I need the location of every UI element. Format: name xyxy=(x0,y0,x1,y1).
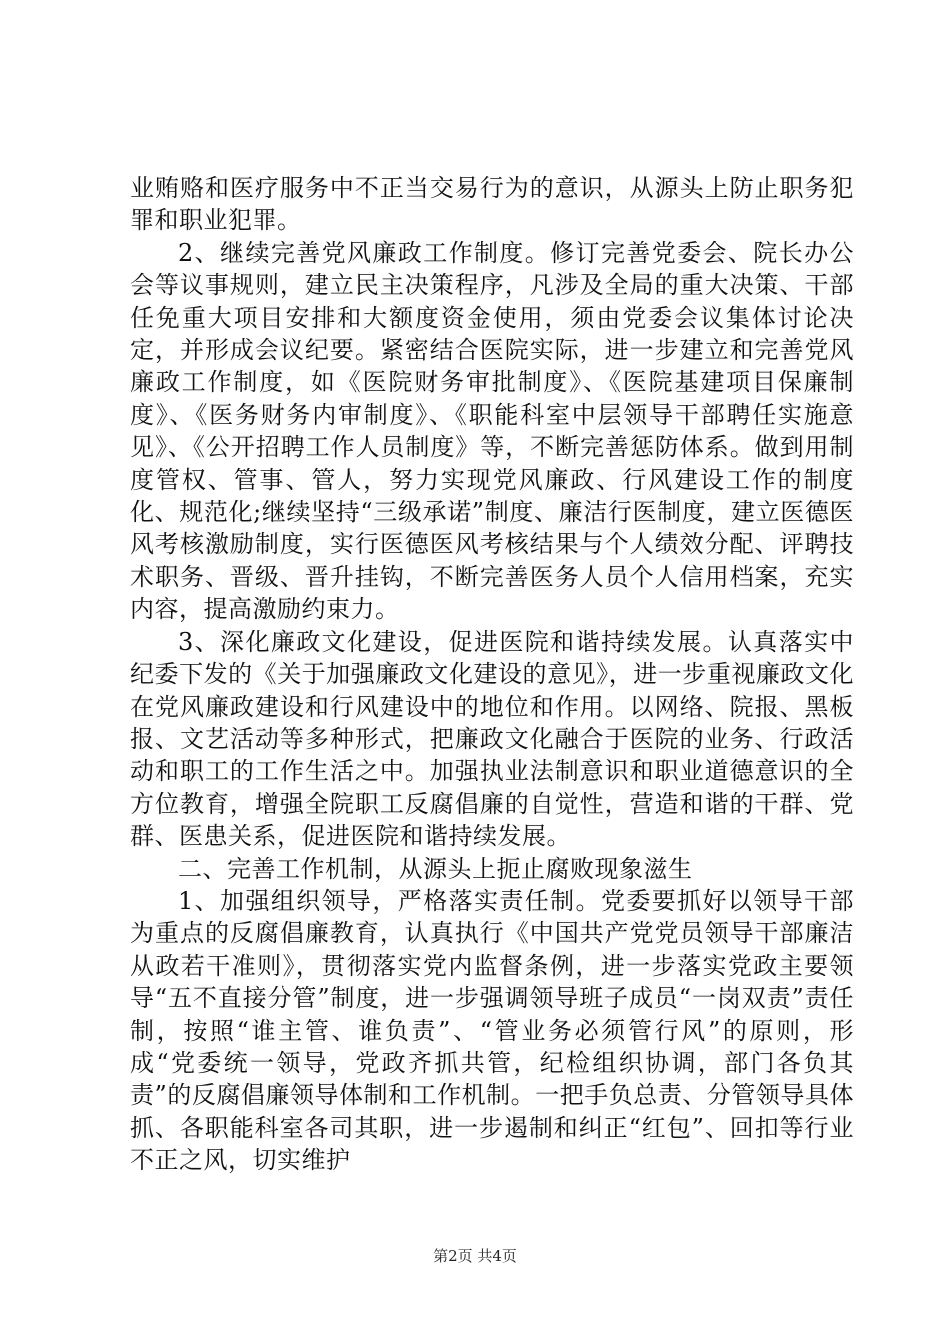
page-footer: 第2页 共4页 xyxy=(433,1247,517,1265)
paragraph-item-1: 1、加强组织领导，严格落实责任制。党委要抓好以领导干部为重点的反腐倡廉教育，认真执行《中国共产党党员领导干部廉洁从政若干准则》，贯彻落实党内监督条例，进一步落实党政主要领导“五不直接分管”制度，进一步强调领导班子成员“一岗双责”责任制，按照“谁主管、谁负责”、“管业务必须管行风”的原则，形成“党委统一领导，党政齐抓共管，纪检组织协调，部门各负其责”的反腐倡廉领导体制和工作机制。一把手负总责、分管领导具体抓、各职能科室各司其职，进一步遏制和纠正“红包”、回扣等行业不正之风，切实维护 xyxy=(130,886,854,1175)
paragraph-item-3: 3、深化廉政文化建设，促进医院和谐持续发展。认真落实中纪委下发的《关于加强廉政文化建设的意见》，进一步重视廉政文化在党风廉政建设和行风建设中的地位和作用。以网络、院报、黑板报、文艺活动等多种形式，把廉政文化融合于医院的业务、行政活动和职工的工作生活之中。加强执业法制意识和职业道德意识的全方位教育，增强全院职工反腐倡廉的自觉性，营造和谐的干群、党群、医患关系，促进医院和谐持续发展。 xyxy=(130,627,854,851)
paragraph-continuation: 业贿赂和医疗服务中不正当交易行为的意识，从源头上防止职务犯罪和职业犯罪。 xyxy=(130,174,854,235)
section-heading: 二、完善工作机制，从源头上扼止腐败现象滋生 xyxy=(178,854,693,883)
document-body xyxy=(130,172,854,1177)
paragraph-item-2: 2、继续完善党风廉政工作制度。修订完善党委会、院长办公会等议事规则，建立民主决策程序，凡涉及全局的重大决策、干部任免重大项目安排和大额度资金使用，须由党委会议集体讨论决定，并形成会议纪要。紧密结合医院实际，进一步建立和完善党风廉政工作制度，如《医院财务审批制度》、《医院基建项目保廉制度》、《医务财务内审制度》、《职能科室中层领导干部聘任实施意见》、《公开招聘工作人员制度》等，不断完善惩防体系。做到用制度管权、管事、管人，努力实现党风廉政、行风建设工作的制度化、规范化;继续坚持“三级承诺”制度、廉洁行医制度，建立医德医风考核激励制度，实行医德医风考核结果与个人绩效分配、评聘技术职务、晋级、晋升挂钩，不断完善医务人员个人信用档案，充实内容，提高激励约束力。 xyxy=(130,238,854,624)
